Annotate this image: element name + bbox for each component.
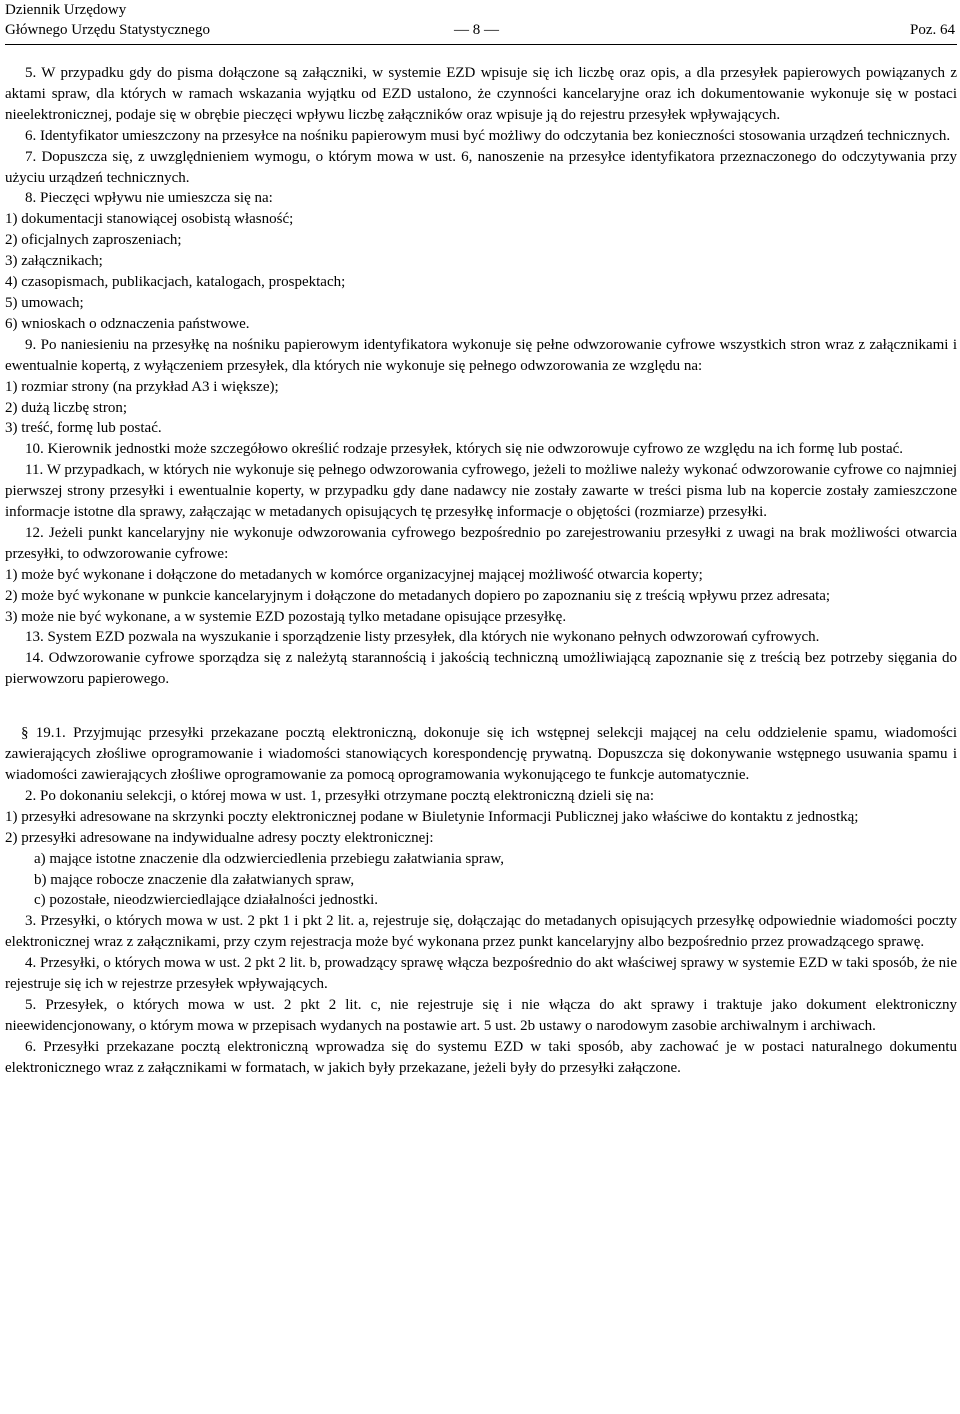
list-item: 5) umowach; (5, 294, 84, 311)
paragraph: 13. System EZD pozwala na wyszukanie i sporządzenie listy przesyłek, dla których nie wykonano pełnych odwzorowań cyfrowych. (25, 629, 820, 646)
list-item: 3) może nie być wykonane, a w systemie EZD pozostają tylko metadane opisujące przesyłkę. (5, 608, 567, 625)
list-item: 1) rozmiar strony (na przykład A3 i większe); (5, 378, 279, 395)
list-item: 4) czasopismach, publikacjach, katalogach, prospektach; (5, 274, 346, 291)
list-item: 2) może być wykonane w punkcie kancelaryjnym i dołączone do metadanych dopiero po zapoznaniu się z treścią wpływu przez adresata; (5, 587, 831, 604)
sub-list-item: a) mające istotne znaczenie dla odzwierciedlenia przebiegu załatwiania spraw, (34, 850, 505, 867)
journal-name (5, 0, 210, 40)
page-number: — 8 — (454, 22, 499, 38)
position-number: Poz. 64 (910, 22, 955, 38)
journal-line-2: Głównego Urzędu Statystycznego (5, 22, 210, 38)
list-item: 3) treść, formę lub postać. (5, 420, 162, 437)
list-item: 1) dokumentacji stanowiącej osobistą własność; (5, 211, 294, 228)
section-paragraph: § 19.1. Przyjmując przesyłki przekazane pocztą elektroniczną, dokonuje się ich wstępnej selekcji mającej na celu oddzielenie spamu, wiadomości zawierających złośliwe oprogramowanie i wiadomości stanowiących korespondencję prywatną. Dopuszcza się dokonywanie wstępnego usuwania spamu i wiadomości zawierających złośliwe oprogramowanie za pomocą oprogramowania wykonującego te funkcje automatycznie. (5, 725, 957, 783)
page-header (5, 0, 957, 45)
paragraph: 3. Przesyłki, o których mowa w ust. 2 pkt 1 i pkt 2 lit. a, rejestruje się, dołączając do metadanych opisujących przesyłkę odpowiednie wiadomości poczty elektronicznej wraz z załącznikami, przy czym rejestracja może być wykonana przez punkt kancelaryjny albo bezpośrednio przez prowadzącego sprawę. (5, 913, 957, 951)
list-item: 1) może być wykonane i dołączone do metadanych w komórce organizacyjnej mającej możliwość otwarcia koperty; (5, 566, 703, 583)
paragraph: 9. Po naniesieniu na przesyłkę na nośniku papierowym identyfikatora wykonuje się pełne odwzorowanie cyfrowe wszystkich stron wraz z załącznikami i ewentualnie kopertą, z wyłączeniem przesyłek, dla których nie wykonuje się pełnego odwzorowania ze względu na: (5, 336, 957, 374)
journal-line-1: Dziennik Urzędowy (5, 2, 127, 18)
sub-list-item: c) pozostałe, nieodzwierciedlające działalności jednostki. (34, 892, 379, 909)
list-item: 2) dużą liczbę stron; (5, 399, 128, 416)
paragraph: 11. W przypadkach, w których nie wykonuje się pełnego odwzorowania cyfrowego, jeżeli to możliwe należy wykonać odwzorowanie cyfrowe co najmniej pierwszej strony przesyłki i ewentualnie koperty, w przypadku gdy dane nadawcy nie zostały zawarte w treści pisma lub na kopercie zostały zamieszczone informacje istotne dla sprawy, załączając w metadanych opisujących tę przesyłkę informacje o objętości (rozmiarze) przesyłki. (5, 462, 957, 521)
paragraph: 6. Identyfikator umieszczony na przesyłce na nośniku papierowym musi być możliwy do odczytania bez konieczności stosowania urządzeń technicznych. (25, 127, 951, 144)
document-body (5, 63, 957, 1079)
paragraph: 4. Przesyłki, o których mowa w ust. 2 pkt 2 lit. b, prowadzący sprawę włącza bezpośrednio do akt właściwej sprawy w systemie EZD w taki sposób, że nie rejestruje się ich w rejestrze przesyłek wpływających. (5, 955, 957, 993)
paragraph: 12. Jeżeli punkt kancelaryjny nie wykonuje odwzorowania cyfrowego bezpośrednio po zarejestrowaniu przesyłki z uwagi na brak możliwości otwarcia przesyłki, to odwzorowanie cyfrowe: (5, 524, 957, 562)
paragraph: 2. Po dokonaniu selekcji, o której mowa w ust. 1, przesyłki otrzymane pocztą elektroniczną dzieli się na: (25, 787, 654, 804)
paragraph: 7. Dopuszcza się, z uwzględnieniem wymogu, o którym mowa w ust. 6, nanoszenie na przesyłce identyfikatora przeznaczonego do odczytywania przy użyciu urządzeń technicznych. (5, 148, 957, 186)
section-gap (5, 690, 957, 723)
paragraph: 5. Przesyłek, o których mowa w ust. 2 pkt 2 lit. c, nie rejestruje się i nie włącza do akt sprawy i traktuje jako dokument elektroniczny nieewidencjonowany, o którym mowa w przepisach wydanych na postawie art. 5 ust. 2b ustawy o narodowym zasobie archiwalnym i archiwach. (5, 996, 957, 1034)
paragraph: 6. Przesyłki przekazane pocztą elektroniczną wprowadza się do systemu EZD w taki sposób, aby zachować je w postaci naturalnego dokumentu elektronicznego wraz z załącznikami w formatach, w jakich były przekazane, jeżeli były do przesyłki załączone. (5, 1038, 957, 1076)
list-item: 2) oficjalnych zaproszeniach; (5, 232, 182, 249)
list-item: 1) przesyłki adresowane na skrzynki poczty elektronicznej podane w Biuletynie Informacji Publicznej jako właściwe do kontaktu z jednostką; (5, 808, 859, 825)
list-item: 2) przesyłki adresowane na indywidualne adresy poczty elektronicznej: (5, 829, 434, 846)
sub-list-item: b) mające robocze znaczenie dla załatwianych spraw, (34, 871, 355, 888)
paragraph: 14. Odwzorowanie cyfrowe sporządza się z należytą starannością i jakością techniczną umożliwiającą zapoznanie się z treścią bez potrzeby sięgania do pierwowzoru papierowego. (5, 650, 957, 688)
paragraph: 8. Pieczęci wpływu nie umieszcza się na: (25, 190, 273, 207)
paragraph: 5. W przypadku gdy do pisma dołączone są załączniki, w systemie EZD wpisuje się ich liczbę oraz opis, a dla przesyłek papierowych powiązanych z aktami spraw, dla których w ramach wskazania wyjątku od EZD ustalono, że czynności kancelaryjne oraz ich dokumentowanie wykonuje się w postaci nieelektronicznej, podaje się w obrębie pieczęci wpływu liczbę załączników oraz wpisuje ją do rejestru przesyłek wpływających. (5, 65, 957, 123)
list-item: 6) wnioskach o odznaczenia państwowe. (5, 315, 250, 332)
paragraph: 10. Kierownik jednostki może szczegółowo określić rodzaje przesyłek, których się nie odwzorowuje cyfrowo ze względu na ich formę lub postać. (25, 441, 904, 458)
list-item: 3) załącznikach; (5, 253, 103, 270)
